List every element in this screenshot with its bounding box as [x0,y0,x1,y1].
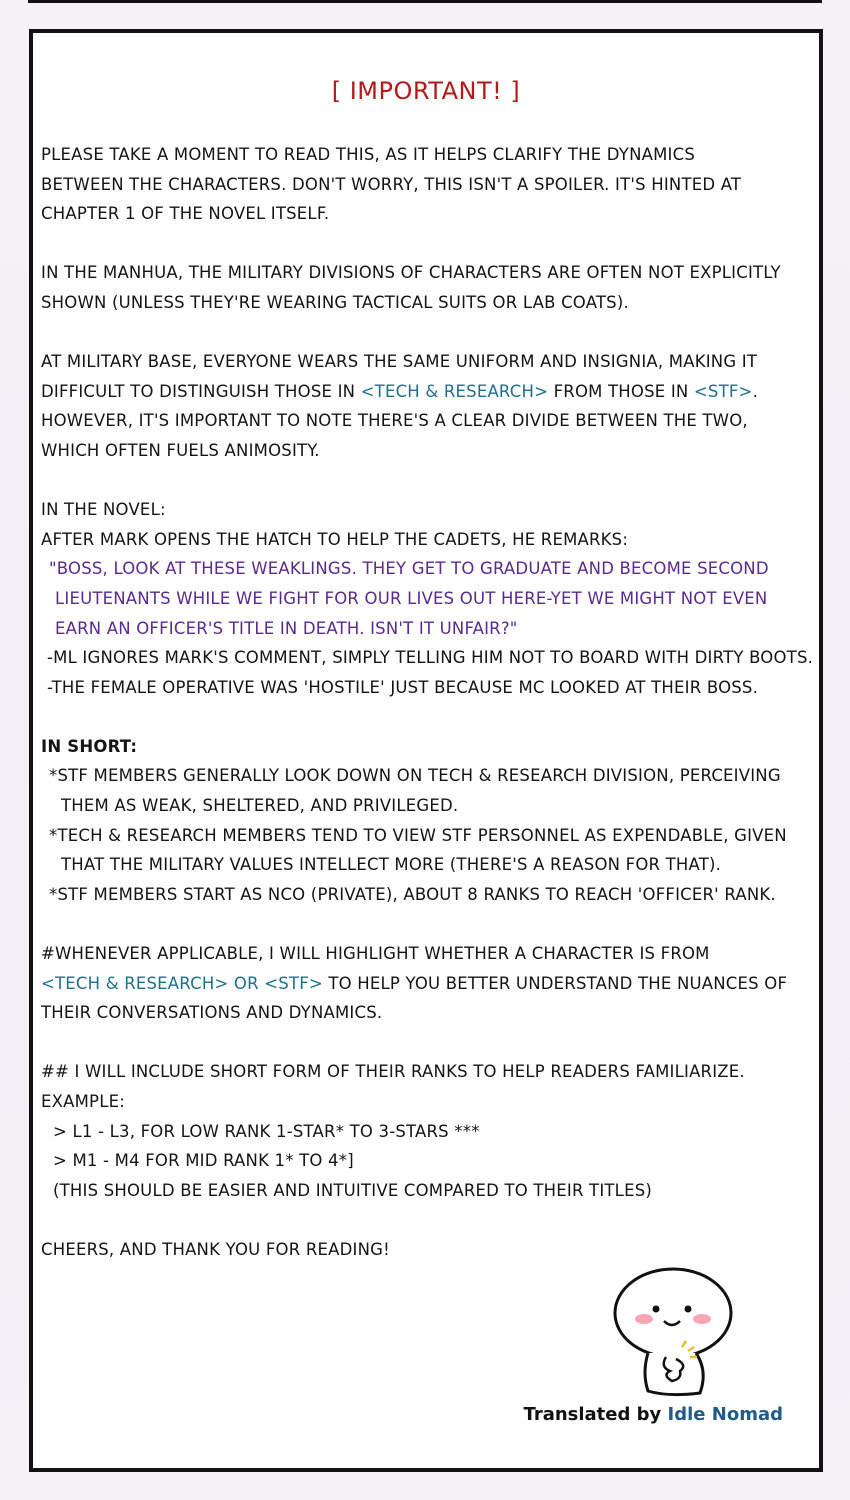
note-line-1: -ML IGNORES MARK'S COMMENT, SIMPLY TELLING HIM NOT TO BOARD WITH DIRTY BOOTS. [47,648,814,668]
note-line-2: -THE FEMALE OPERATIVE WAS 'HOSTILE' JUST BECAUSE MC LOOKED AT THEIR BOSS. [47,677,759,697]
tech-research-tag: <TECH & RESEARCH> [360,381,549,401]
base-line-1: AT MILITARY BASE, EVERYONE WEARS THE SAME UNIFORM AND INSIGNIA, MAKING IT [41,352,758,372]
ranks-example-low: > L1 - L3, FOR LOW RANK 1-STAR* TO 3-STARS *** [53,1121,480,1141]
highlight-line-3: THEIR CONVERSATIONS AND DYNAMICS. [41,1003,383,1023]
bullet-1-line-1: *STF MEMBERS GENERALLY LOOK DOWN ON TECH & RESEARCH DIVISION, PERCEIVING [49,766,781,786]
quote-line-3: EARN AN OFFICER'S TITLE IN DEATH. ISN'T IT UNFAIR?" [55,618,518,638]
translator-name: Idle Nomad [667,1404,783,1425]
bullet-3: *STF MEMBERS START AS NCO (PRIVATE), ABOUT 8 RANKS TO REACH 'OFFICER' RANK. [49,884,776,904]
novel-line: AFTER MARK OPENS THE HATCH TO HELP THE CADETS, HE REMARKS: [41,529,629,549]
ranks-example-mid: > M1 - M4 FOR MID RANK 1* TO 4*] [53,1151,354,1171]
manhua-line-2: SHOWN (UNLESS THEY'RE WEARING TACTICAL SUITS OR LAB COATS). [41,292,629,312]
highlight-line-1: #WHENEVER APPLICABLE, I WILL HIGHLIGHT WHETHER A CHARACTER IS FROM [41,944,710,964]
division-tags: <TECH & RESEARCH> OR <STF> [41,973,323,993]
quote-line-2: LIEUTENANTS WHILE WE FIGHT FOR OUR LIVES OUT HERE-YET WE MIGHT NOT EVEN [55,588,768,608]
base-line-2: DIFFICULT TO DISTINGUISH THOSE IN <TECH & RESEARCH> FROM THOSE IN <STF>. [41,381,759,401]
in-short-heading: IN SHORT: [41,736,138,756]
ranks-example-label: EXAMPLE: [41,1092,125,1111]
novel-heading: IN THE NOVEL: [41,500,166,520]
base-line-3: HOWEVER, IT'S IMPORTANT TO NOTE THERE'S A CLEAR DIVIDE BETWEEN THE TWO, [41,411,748,431]
translator-credit: Translated by Idle Nomad [523,1404,783,1425]
bullet-2-line-1: *TECH & RESEARCH MEMBERS TEND TO VIEW STF PERSONNEL AS EXPENDABLE, GIVEN [49,825,787,845]
quote-line-1: "BOSS, LOOK AT THESE WEAKLINGS. THEY GET TO GRADUATE AND BECOME SECOND [49,559,769,579]
notice-body [41,140,813,1265]
intro-line-1: PLEASE TAKE A MOMENT TO READ THIS, AS IT HELPS CLARIFY THE DYNAMICS [41,145,695,164]
top-border-bar [28,0,822,3]
highlight-line-2: <TECH & RESEARCH> OR <STF> TO HELP YOU BETTER UNDERSTAND THE NUANCES OF [41,973,788,993]
ranks-note: (THIS SHOULD BE EASIER AND INTUITIVE COMPARED TO THEIR TITLES) [53,1180,653,1200]
closing-line: CHEERS, AND THANK YOU FOR READING! [41,1239,390,1259]
bullet-1-line-2: THEM AS WEAK, SHELTERED, AND PRIVILEGED. [61,796,459,816]
manhua-line-1: IN THE MANHUA, THE MILITARY DIVISIONS OF CHARACTERS ARE OFTEN NOT EXPLICITLY [41,263,781,283]
bullet-2-line-2: THAT THE MILITARY VALUES INTELLECT MORE (THERE'S A REASON FOR THAT). [61,855,722,875]
ranks-line-1: ## I WILL INCLUDE SHORT FORM OF THEIR RANKS TO HELP READERS FAMILIARIZE. [41,1062,745,1082]
notice-panel [29,29,823,1472]
intro-line-2: BETWEEN THE CHARACTERS. DON'T WORRY, THIS ISN'T A SPOILER. IT'S HINTED AT [41,174,742,194]
intro-line-3: CHAPTER 1 OF THE NOVEL ITSELF. [41,204,330,224]
page-title: [ IMPORTANT! ] [331,77,521,105]
stf-tag: <STF> [693,381,753,401]
thumbs-up-mascot-icon [608,1261,738,1401]
base-line-4: WHICH OFTEN FUELS ANIMOSITY. [41,440,320,460]
